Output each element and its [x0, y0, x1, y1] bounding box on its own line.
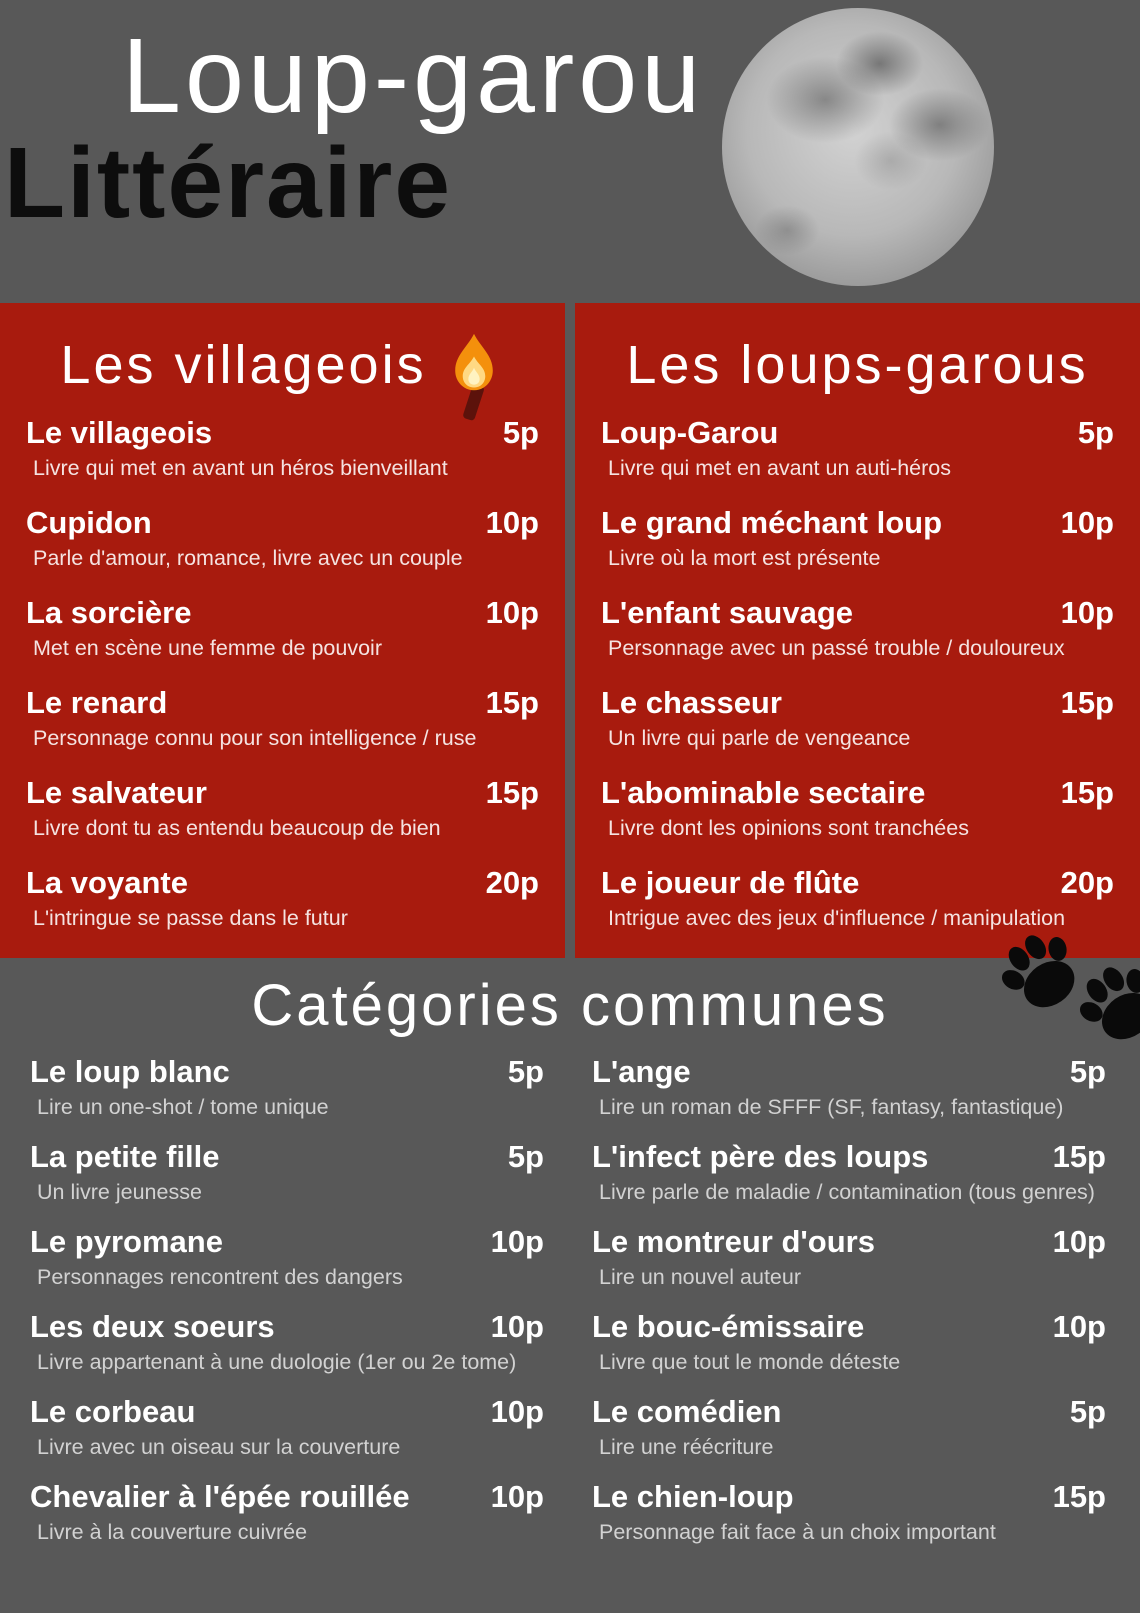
category-item [592, 1477, 1106, 1548]
category-points: 5p [502, 415, 539, 450]
category-desc: Lire une réécriture [599, 1435, 774, 1459]
category-item [30, 1392, 544, 1463]
category-item [30, 1477, 544, 1548]
category-desc: Livre que tout le monde déteste [599, 1350, 901, 1374]
category-name: Le chasseur [601, 685, 782, 720]
paw-prints-icon [982, 893, 1140, 1053]
category-desc: Livre dont tu as entendu beaucoup de bien [33, 816, 441, 840]
category-name: Chevalier à l'épée rouillée [30, 1479, 410, 1514]
category-name: La sorcière [26, 595, 192, 630]
category-item [26, 863, 539, 934]
category-name: Le corbeau [30, 1394, 196, 1429]
category-desc: Met en scène une femme de pouvoir [33, 636, 382, 660]
category-item [601, 413, 1114, 484]
poster-title-line1: Loup-garou [122, 17, 705, 135]
category-name: Le loup blanc [30, 1054, 230, 1089]
category-points: 20p [485, 865, 539, 900]
category-desc: Livre qui met en avant un héros bienveillant [33, 456, 448, 480]
category-item [592, 1307, 1106, 1378]
panels-row [0, 303, 1140, 958]
category-points: 20p [1060, 865, 1114, 900]
category-item [601, 773, 1114, 844]
category-desc: Livre où la mort est présente [608, 546, 881, 570]
category-name: Le villageois [26, 415, 213, 450]
category-points: 10p [1060, 595, 1114, 630]
category-name: Le renard [26, 685, 168, 720]
category-points: 15p [1052, 1479, 1106, 1514]
category-name: Cupidon [26, 505, 152, 540]
category-points: 10p [490, 1479, 544, 1514]
category-item [26, 503, 539, 574]
category-points: 15p [485, 685, 539, 720]
category-points: 10p [485, 505, 539, 540]
panel-loups-garous-heading [601, 317, 1114, 413]
category-item [601, 503, 1114, 574]
category-desc: Personnage avec un passé trouble / douloureux [608, 636, 1065, 660]
category-desc: Personnages rencontrent des dangers [37, 1265, 403, 1289]
category-name: Les deux soeurs [30, 1309, 275, 1344]
category-name: Le montreur d'ours [592, 1224, 875, 1259]
category-item [601, 683, 1114, 754]
category-name: L'abominable sectaire [601, 775, 926, 810]
category-name: Le grand méchant loup [601, 505, 943, 540]
category-desc: Personnage connu pour son intelligence / ruse [33, 726, 477, 750]
category-name: L'enfant sauvage [601, 595, 853, 630]
common-column-left [30, 1052, 544, 1562]
category-desc: Livre avec un oiseau sur la couverture [37, 1435, 401, 1459]
category-points: 10p [490, 1309, 544, 1344]
category-points: 5p [507, 1054, 544, 1089]
panel-villageois [0, 303, 565, 958]
category-desc: Livre qui met en avant un auti-héros [608, 456, 952, 480]
category-name: L'ange [592, 1054, 691, 1089]
category-name: Le pyromane [30, 1224, 223, 1259]
category-item [601, 593, 1114, 664]
category-item [26, 773, 539, 844]
category-points: 15p [1060, 685, 1114, 720]
category-name: L'infect père des loups [592, 1139, 929, 1174]
category-points: 5p [1069, 1054, 1106, 1089]
panel-loups-garous-heading-label: Les loups-garous [626, 335, 1089, 395]
category-desc: Intrigue avec des jeux d'influence / manipulation [608, 906, 1066, 930]
category-name: Le salvateur [26, 775, 207, 810]
category-desc: Livre parle de maladie / contamination (tous genres) [599, 1180, 1095, 1204]
category-item [26, 593, 539, 664]
moon-image [722, 8, 994, 286]
category-item [30, 1222, 544, 1293]
panel-villageois-heading-label: Les villageois [60, 335, 427, 395]
category-name: Le bouc-émissaire [592, 1309, 865, 1344]
category-points: 10p [1060, 505, 1114, 540]
category-desc: Lire un roman de SFFF (SF, fantasy, fantastique) [599, 1095, 1064, 1119]
torch-icon [443, 331, 505, 427]
category-name: La voyante [26, 865, 188, 900]
common-grid [0, 1048, 1140, 1562]
category-item [592, 1222, 1106, 1293]
category-points: 5p [1069, 1394, 1106, 1429]
category-desc: Livre dont les opinions sont tranchées [608, 816, 969, 840]
header [0, 0, 1140, 303]
category-name: La petite fille [30, 1139, 220, 1174]
category-points: 10p [490, 1224, 544, 1259]
poster-title-line2: Littéraire [4, 127, 452, 239]
category-name: Le comédien [592, 1394, 782, 1429]
category-item [30, 1307, 544, 1378]
category-item [592, 1052, 1106, 1123]
category-name: Le joueur de flûte [601, 865, 860, 900]
category-points: 10p [1052, 1224, 1106, 1259]
category-desc: L'intringue se passe dans le futur [33, 906, 348, 930]
category-points: 5p [1077, 415, 1114, 450]
category-points: 15p [485, 775, 539, 810]
category-desc: Lire un one-shot / tome unique [37, 1095, 329, 1119]
category-points: 10p [485, 595, 539, 630]
category-item [26, 683, 539, 754]
panel-loups-garous [575, 303, 1140, 958]
category-points: 15p [1052, 1139, 1106, 1174]
common-column-right [592, 1052, 1106, 1562]
common-heading: Catégories communes [251, 973, 889, 1038]
category-points: 5p [507, 1139, 544, 1174]
category-points: 15p [1060, 775, 1114, 810]
category-item [592, 1137, 1106, 1208]
category-name: Loup-Garou [601, 415, 779, 450]
category-desc: Parle d'amour, romance, livre avec un couple [33, 546, 463, 570]
category-item [30, 1137, 544, 1208]
category-desc: Livre à la couverture cuivrée [37, 1520, 308, 1544]
category-name: Le chien-loup [592, 1479, 794, 1514]
category-desc: Personnage fait face à un choix important [599, 1520, 996, 1544]
category-points: 10p [1052, 1309, 1106, 1344]
category-desc: Un livre qui parle de vengeance [608, 726, 911, 750]
category-points: 10p [490, 1394, 544, 1429]
category-item [592, 1392, 1106, 1463]
category-item [30, 1052, 544, 1123]
category-desc: Livre appartenant à une duologie (1er ou 2e tome) [37, 1350, 517, 1374]
category-desc: Un livre jeunesse [37, 1180, 202, 1204]
category-desc: Lire un nouvel auteur [599, 1265, 802, 1289]
panel-villageois-heading [26, 317, 539, 413]
